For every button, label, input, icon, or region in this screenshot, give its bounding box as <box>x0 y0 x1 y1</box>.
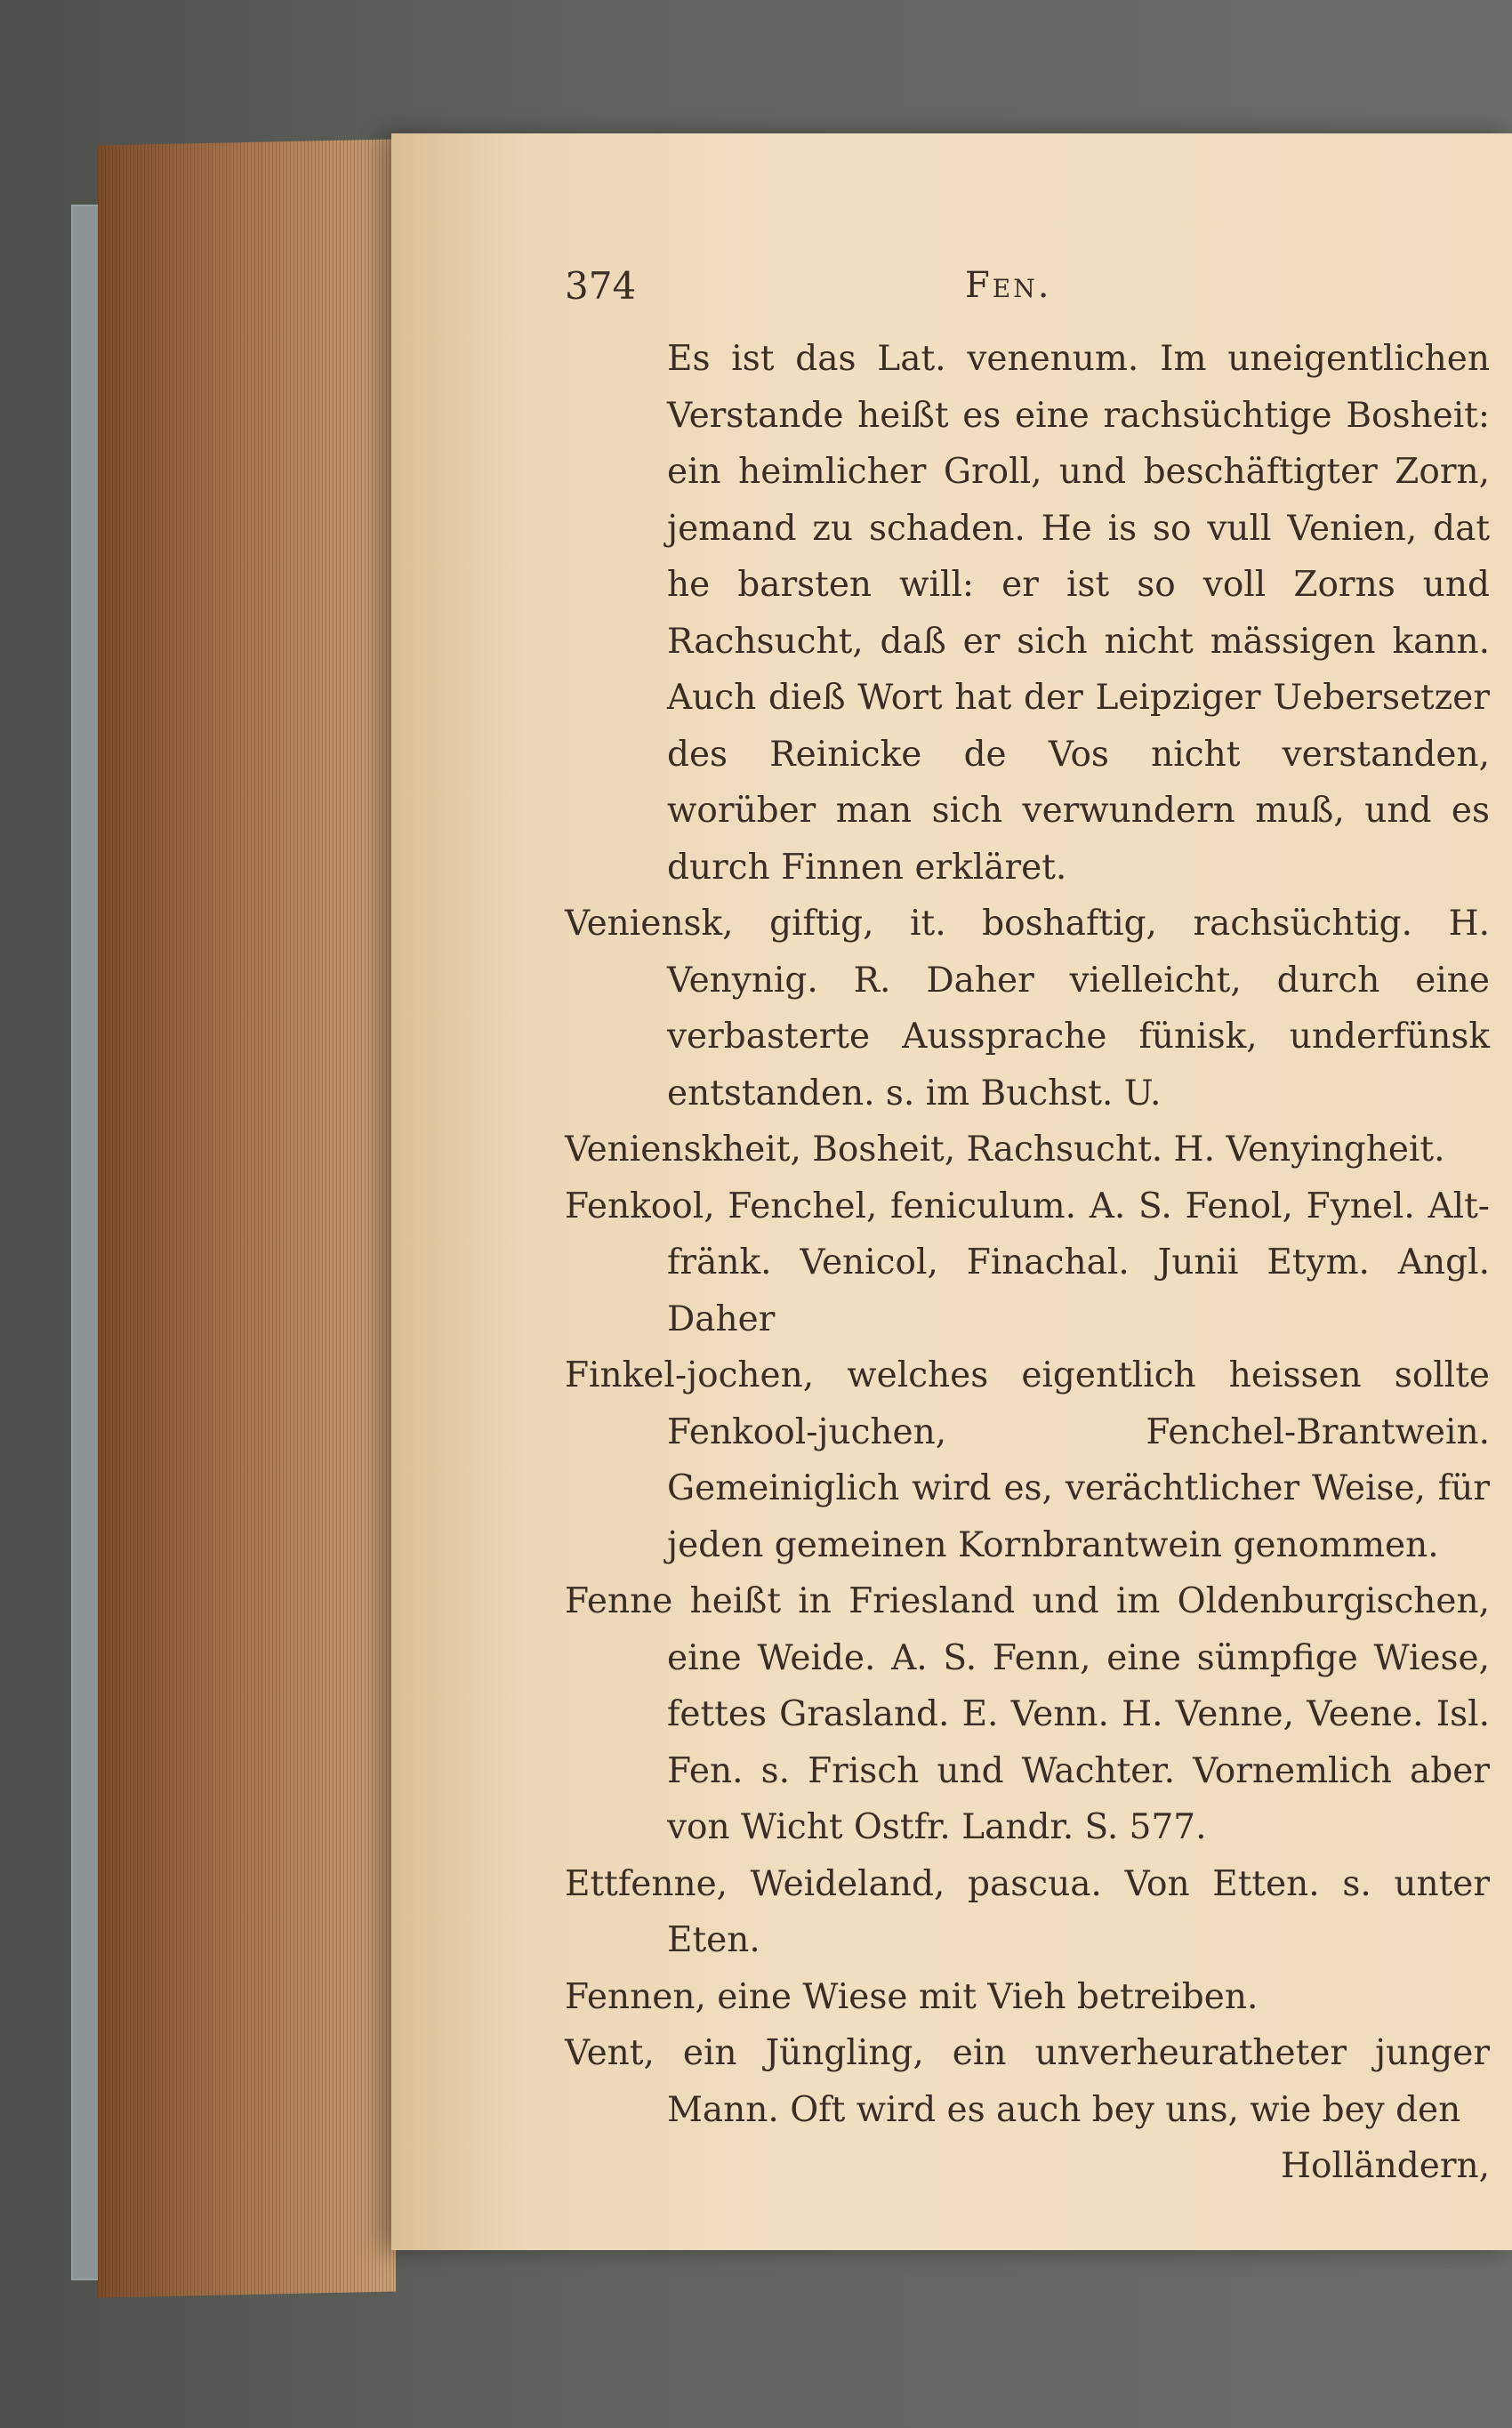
entry-vent: Vent, ein Jüngling, ein unverheuratheter junger Mann. Oft wird es auch bey uns, wie bey den <box>565 2033 1490 2130</box>
catchword: Holländern, <box>1280 2146 1490 2186</box>
entry-fennen: Fennen, eine Wiese mit Vieh betreiben. <box>565 1976 1259 2017</box>
page-edges <box>98 139 396 2297</box>
entry-fenkool: Fenkool, Fenchel, feniculum. A. S. Fenol, Fynel. Alt-fränk. Venicol, Finachal. Junii Etym. Angl. Daher <box>565 1186 1490 1339</box>
page-number: 374 <box>565 264 637 308</box>
page-text <box>565 258 1490 2195</box>
entry-fenne: Fenne heißt in Friesland und im Oldenburgischen, eine Weide. A. S. Fenn, eine sümpfige Wiese, fettes Grasland. E. Venn. H. Venne, Veene. Isl. Fen. s. Frisch und Wachter. Vornemlich aber von Wicht Ostfr. Landr. S. 577. <box>565 1581 1490 1847</box>
entry-finkel-jochen: Finkel-jochen, welches eigentlich heissen sollte Fenkool-juchen, Fenchel-Brantwein. Gemeiniglich wird es, verächtlicher Weise, für jeden gemeinen Kornbrantwein genommen. <box>565 1355 1490 1565</box>
running-head: Fen. <box>965 265 1052 306</box>
page-header <box>565 258 1490 322</box>
entry-ettfenne: Ettfenne, Weideland, pascua. Von Etten. s. unter Eten. <box>565 1863 1490 1960</box>
paragraph: Es ist das Lat. venenum. Im uneigentlichen Verstande heißt es eine rachsüchtige Bosheit: ein heimlicher Groll, und beschäftigter Zorn, jemand zu schaden. He is so vull Venien, dat he barsten will: er ist so voll Zorns und Rachsucht, daß er sich nicht mässigen kann. Auch dieß Wort hat der Leipziger Uebersetzer des Reinicke de Vos nicht verstanden, worüber man sich verwundern muß, und es durch Finnen erkläret. <box>667 339 1490 888</box>
entry-venienskheit: Venienskheit, Bosheit, Rachsucht. H. Venyingheit. <box>565 1130 1445 1170</box>
entry-veniensk: Veniensk, giftig, it. boshaftig, rachsüchtig. H. Venynig. R. Daher vielleicht, durch eine verbasterte Aussprache fünisk, underfünsk entstanden. s. im Buchst. U. <box>565 904 1490 1114</box>
